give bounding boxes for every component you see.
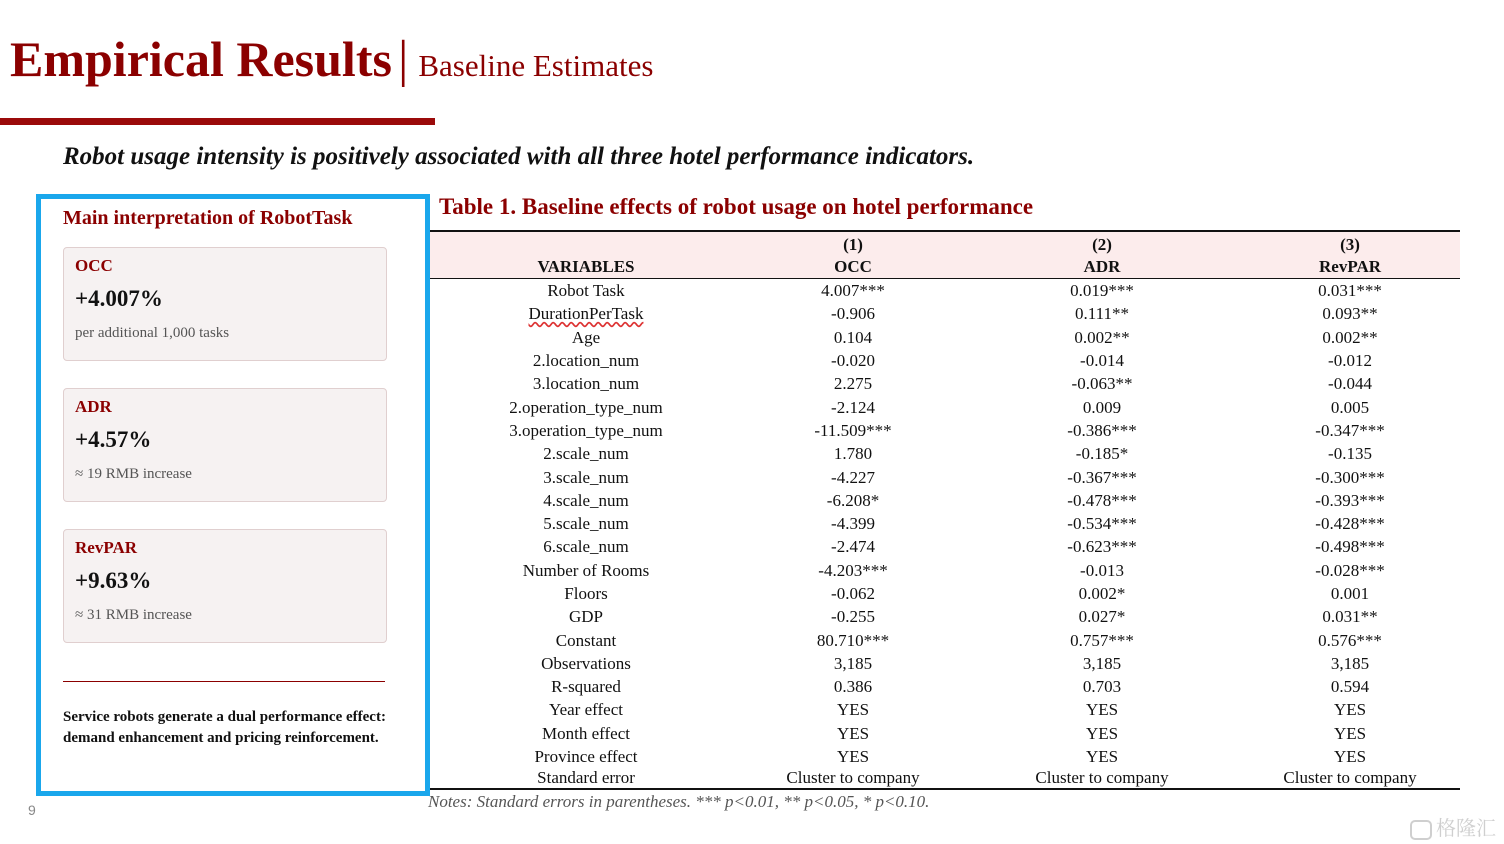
coefficient-cell xyxy=(964,465,1240,488)
title-subtitle: Baseline Estimates xyxy=(418,48,654,83)
coefficient-cell xyxy=(742,745,964,768)
table-body xyxy=(430,279,1460,790)
cell-text: DurationPerTask xyxy=(528,304,644,324)
coefficient-cell xyxy=(964,326,1240,349)
cell-text: 3,185 xyxy=(1082,653,1122,673)
cell-text: -0.012 xyxy=(1328,351,1372,371)
cell-text: -0.028*** xyxy=(1315,560,1385,580)
cell-text: Standard error xyxy=(537,768,635,788)
coefficient-cell xyxy=(742,768,964,789)
card-value: +4.007% xyxy=(75,286,163,311)
cell-text: -11.509*** xyxy=(814,420,892,440)
cell-text: Observations xyxy=(541,653,631,673)
cell-text: 2.location_num xyxy=(532,351,640,371)
coefficient-cell xyxy=(1240,419,1460,442)
table-row xyxy=(430,326,1460,349)
column-header: ADR xyxy=(964,256,1240,279)
table-row xyxy=(430,698,1460,721)
table-notes: Notes: Standard errors in parentheses. *** p<0.01, ** p<0.05, * p<0.10. xyxy=(428,792,930,811)
coefficient-cell xyxy=(964,675,1240,698)
cell-text: 0.002** xyxy=(1074,327,1130,347)
coefficient-cell xyxy=(742,279,964,303)
coefficient-cell xyxy=(1240,326,1460,349)
coefficient-cell xyxy=(964,559,1240,582)
variable-name-cell xyxy=(430,326,742,349)
cell-text: YES xyxy=(1333,700,1367,720)
cell-text: 0.019*** xyxy=(1070,281,1134,301)
table-row xyxy=(430,302,1460,325)
table-title: Table 1. Baseline effects of robot usage on hotel performance xyxy=(439,194,1034,219)
variable-name-cell xyxy=(430,605,742,628)
cell-text: Robot Task xyxy=(547,281,625,301)
coefficient-cell xyxy=(742,489,964,512)
coefficient-cell xyxy=(1240,349,1460,372)
cell-text: 0.005 xyxy=(1330,397,1370,417)
cell-text: 0.757*** xyxy=(1070,630,1134,650)
column-number: (1) xyxy=(742,231,964,256)
cell-text: -0.044 xyxy=(1328,374,1372,394)
cell-text: -0.347*** xyxy=(1315,420,1385,440)
cell-text: Month effect xyxy=(542,723,630,743)
table-row xyxy=(430,605,1460,628)
cell-text: -2.474 xyxy=(831,537,875,557)
coefficient-cell xyxy=(964,628,1240,651)
coefficient-cell xyxy=(964,745,1240,768)
card-value: +9.63% xyxy=(75,568,152,593)
page-number: 9 xyxy=(28,802,36,818)
cell-text: YES xyxy=(836,700,870,720)
coefficient-cell xyxy=(1240,628,1460,651)
table-row xyxy=(430,442,1460,465)
cell-text: 2.scale_num xyxy=(543,444,629,464)
coefficient-cell xyxy=(1240,372,1460,395)
coefficient-cell xyxy=(742,535,964,558)
variable-name-cell xyxy=(430,279,742,303)
panel-divider xyxy=(63,681,385,682)
card-value: +4.57% xyxy=(75,427,152,452)
cell-text: 0.031** xyxy=(1322,607,1378,627)
cell-text: 0.386 xyxy=(833,677,873,697)
coefficient-cell xyxy=(742,442,964,465)
cell-text: Province effect xyxy=(534,747,638,767)
column-header: VARIABLES xyxy=(430,256,742,279)
coefficient-cell xyxy=(1240,279,1460,303)
cell-text: 0.104 xyxy=(833,327,873,347)
card-revpar xyxy=(63,529,387,643)
cell-text: -0.135 xyxy=(1328,444,1372,464)
column-number: (3) xyxy=(1240,231,1460,256)
table-row xyxy=(430,372,1460,395)
coefficient-cell xyxy=(1240,605,1460,628)
cell-text: 3.scale_num xyxy=(543,467,629,487)
card-occ xyxy=(63,247,387,361)
cell-text: 0.001 xyxy=(1330,584,1370,603)
coefficient-cell xyxy=(964,652,1240,675)
slide-title xyxy=(10,30,653,89)
cell-text: -0.020 xyxy=(831,351,875,371)
coefficient-cell xyxy=(1240,559,1460,582)
coefficient-cell xyxy=(1240,698,1460,721)
cell-text: -0.062 xyxy=(831,584,875,603)
variable-name-cell xyxy=(430,745,742,768)
coefficient-cell xyxy=(964,512,1240,535)
coefficient-cell xyxy=(742,628,964,651)
cell-text: Constant xyxy=(555,630,617,650)
coefficient-cell xyxy=(1240,675,1460,698)
table-row xyxy=(430,489,1460,512)
cell-text: 0.576*** xyxy=(1318,630,1382,650)
card-label: OCC xyxy=(75,256,113,275)
table-row xyxy=(430,279,1460,303)
cell-text: 0.002** xyxy=(1322,327,1378,347)
cell-text: 4.scale_num xyxy=(543,490,629,510)
variable-name-cell xyxy=(430,698,742,721)
coefficient-cell xyxy=(742,605,964,628)
table-row xyxy=(430,512,1460,535)
interpretation-panel xyxy=(36,194,430,796)
table-row xyxy=(430,745,1460,768)
title-separator: | xyxy=(397,31,409,88)
table-row xyxy=(430,395,1460,418)
cell-text: R-squared xyxy=(551,677,621,697)
coefficient-cell xyxy=(964,535,1240,558)
cell-text: YES xyxy=(1085,700,1119,720)
variable-name-cell xyxy=(430,652,742,675)
table-row xyxy=(430,722,1460,745)
cell-text: -0.255 xyxy=(831,607,875,627)
cell-text: Age xyxy=(571,327,601,347)
table-row xyxy=(430,419,1460,442)
coefficient-cell xyxy=(964,442,1240,465)
coefficient-cell xyxy=(964,768,1240,789)
card-label: ADR xyxy=(75,397,112,416)
coefficient-cell xyxy=(742,559,964,582)
header-row-numbers xyxy=(430,231,1460,256)
card-note: per additional 1,000 tasks xyxy=(75,325,230,341)
table-row xyxy=(430,768,1460,789)
variable-name-cell xyxy=(430,512,742,535)
coefficient-cell xyxy=(742,302,964,325)
variable-name-cell xyxy=(430,419,742,442)
headline: Robot usage intensity is positively associated with all three hotel performance indicators. xyxy=(63,143,975,170)
cell-text: -0.393*** xyxy=(1315,490,1385,510)
cell-text: 3.location_num xyxy=(532,374,640,394)
cell-text: 1.780 xyxy=(833,444,873,464)
variable-name-cell xyxy=(430,395,742,418)
column-number xyxy=(430,231,742,256)
cell-text: -0.428*** xyxy=(1315,514,1385,534)
cell-text: -0.063** xyxy=(1071,374,1133,394)
cell-text: 0.703 xyxy=(1082,677,1122,697)
variable-name-cell xyxy=(430,559,742,582)
cell-text: -0.906 xyxy=(831,304,875,324)
coefficient-cell xyxy=(742,698,964,721)
coefficient-cell xyxy=(964,582,1240,605)
cell-text: 0.009 xyxy=(1082,397,1122,417)
cell-text: -0.367*** xyxy=(1067,467,1137,487)
coefficient-cell xyxy=(964,605,1240,628)
panel-title: Main interpretation of RobotTask xyxy=(63,207,353,229)
variable-name-cell xyxy=(430,349,742,372)
coefficient-cell xyxy=(742,722,964,745)
coefficient-cell xyxy=(964,349,1240,372)
table-row xyxy=(430,582,1460,605)
coefficient-cell xyxy=(742,349,964,372)
cell-text: -0.300*** xyxy=(1315,467,1385,487)
panel-summary: Service robots generate a dual performance effect: demand enhancement and pricing reinforcement. xyxy=(63,709,386,746)
coefficient-cell xyxy=(742,465,964,488)
coefficient-cell xyxy=(1240,395,1460,418)
coefficient-cell xyxy=(1240,442,1460,465)
cell-text: -4.203*** xyxy=(818,560,888,580)
cell-text: -2.124 xyxy=(831,397,875,417)
coefficient-cell xyxy=(964,372,1240,395)
cell-text: 4.007*** xyxy=(821,281,885,301)
coefficient-cell xyxy=(1240,512,1460,535)
cell-text: 80.710*** xyxy=(816,630,890,650)
title-underline xyxy=(0,118,435,125)
column-header: OCC xyxy=(742,256,964,279)
results-table xyxy=(430,230,1460,790)
coefficient-cell xyxy=(1240,302,1460,325)
column-header: RevPAR xyxy=(1240,256,1460,279)
variable-name-cell xyxy=(430,302,742,325)
cell-text: 3,185 xyxy=(1330,653,1370,673)
cell-text: Year effect xyxy=(549,700,623,720)
cell-text: -6.208* xyxy=(826,490,880,510)
table-row xyxy=(430,628,1460,651)
cell-text: 0.111** xyxy=(1075,304,1129,324)
cell-text: -0.014 xyxy=(1080,351,1124,371)
watermark-logo-icon xyxy=(1410,820,1432,840)
cell-text: GDP xyxy=(568,607,603,627)
coefficient-cell xyxy=(742,582,964,605)
cell-text: -0.534*** xyxy=(1067,514,1137,534)
cell-text: -0.498*** xyxy=(1315,537,1385,557)
card-note: ≈ 19 RMB increase xyxy=(75,466,192,482)
variable-name-cell xyxy=(430,722,742,745)
coefficient-cell xyxy=(1240,652,1460,675)
cell-text: YES xyxy=(1333,723,1367,743)
cell-text: -4.399 xyxy=(831,514,875,534)
coefficient-cell xyxy=(742,675,964,698)
table-row xyxy=(430,652,1460,675)
cell-text: YES xyxy=(1085,747,1119,767)
table-row xyxy=(430,675,1460,698)
watermark xyxy=(1410,812,1496,841)
coefficient-cell xyxy=(1240,745,1460,768)
coefficient-cell xyxy=(964,302,1240,325)
variable-name-cell xyxy=(430,675,742,698)
cell-text: -0.623*** xyxy=(1067,537,1137,557)
title-main: Empirical Results xyxy=(10,31,392,87)
watermark-text: 格隆汇 xyxy=(1436,816,1496,840)
coefficient-cell xyxy=(1240,535,1460,558)
coefficient-cell xyxy=(964,419,1240,442)
coefficient-cell xyxy=(1240,768,1460,789)
variable-name-cell xyxy=(430,768,742,789)
cell-text: Cluster to company xyxy=(786,768,920,788)
coefficient-cell xyxy=(742,326,964,349)
coefficient-cell xyxy=(964,489,1240,512)
cell-text: 3,185 xyxy=(833,653,873,673)
variable-name-cell xyxy=(430,442,742,465)
coefficient-cell xyxy=(1240,465,1460,488)
cell-text: YES xyxy=(836,747,870,767)
cell-text: Number of Rooms xyxy=(522,560,650,580)
cell-text: 0.031*** xyxy=(1318,281,1382,301)
cell-text: 0.594 xyxy=(1330,677,1370,697)
card-label: RevPAR xyxy=(75,538,137,557)
column-number: (2) xyxy=(964,231,1240,256)
cell-text: -4.227 xyxy=(831,467,875,487)
card-note: ≈ 31 RMB increase xyxy=(75,607,192,623)
variable-name-cell xyxy=(430,582,742,605)
cell-text: 0.027* xyxy=(1078,607,1126,627)
header-row-names xyxy=(430,256,1460,279)
cell-text: 0.093** xyxy=(1322,304,1378,324)
cell-text: -0.386*** xyxy=(1067,420,1137,440)
cell-text: -0.185* xyxy=(1075,444,1129,464)
coefficient-cell xyxy=(1240,582,1460,605)
coefficient-cell xyxy=(964,279,1240,303)
cell-text: 6.scale_num xyxy=(543,537,629,557)
cell-text: 5.scale_num xyxy=(543,514,629,534)
cell-text: 2.275 xyxy=(833,374,873,394)
coefficient-cell xyxy=(742,652,964,675)
cell-text: 2.operation_type_num xyxy=(509,397,663,417)
table-row xyxy=(430,535,1460,558)
cell-text: Floors xyxy=(564,584,608,603)
coefficient-cell xyxy=(964,722,1240,745)
cell-text: Cluster to company xyxy=(1035,768,1169,788)
coefficient-cell xyxy=(1240,489,1460,512)
coefficient-cell xyxy=(742,512,964,535)
cell-text: -0.013 xyxy=(1080,560,1124,580)
variable-name-cell xyxy=(430,372,742,395)
variable-name-cell xyxy=(430,535,742,558)
coefficient-cell xyxy=(742,395,964,418)
coefficient-cell xyxy=(742,372,964,395)
cell-text: YES xyxy=(1085,723,1119,743)
card-adr xyxy=(63,388,387,502)
cell-text: YES xyxy=(1333,747,1367,767)
coefficient-cell xyxy=(964,395,1240,418)
cell-text: YES xyxy=(836,723,870,743)
cell-text: -0.478*** xyxy=(1067,490,1137,510)
cell-text: Cluster to company xyxy=(1283,768,1417,788)
table-row xyxy=(430,349,1460,372)
variable-name-cell xyxy=(430,465,742,488)
variable-name-cell xyxy=(430,489,742,512)
coefficient-cell xyxy=(1240,722,1460,745)
table-row xyxy=(430,559,1460,582)
coefficient-cell xyxy=(964,698,1240,721)
coefficient-cell xyxy=(742,419,964,442)
cell-text: 3.operation_type_num xyxy=(509,420,663,440)
cell-text: 0.002* xyxy=(1078,584,1126,603)
table-row xyxy=(430,465,1460,488)
variable-name-cell xyxy=(430,628,742,651)
